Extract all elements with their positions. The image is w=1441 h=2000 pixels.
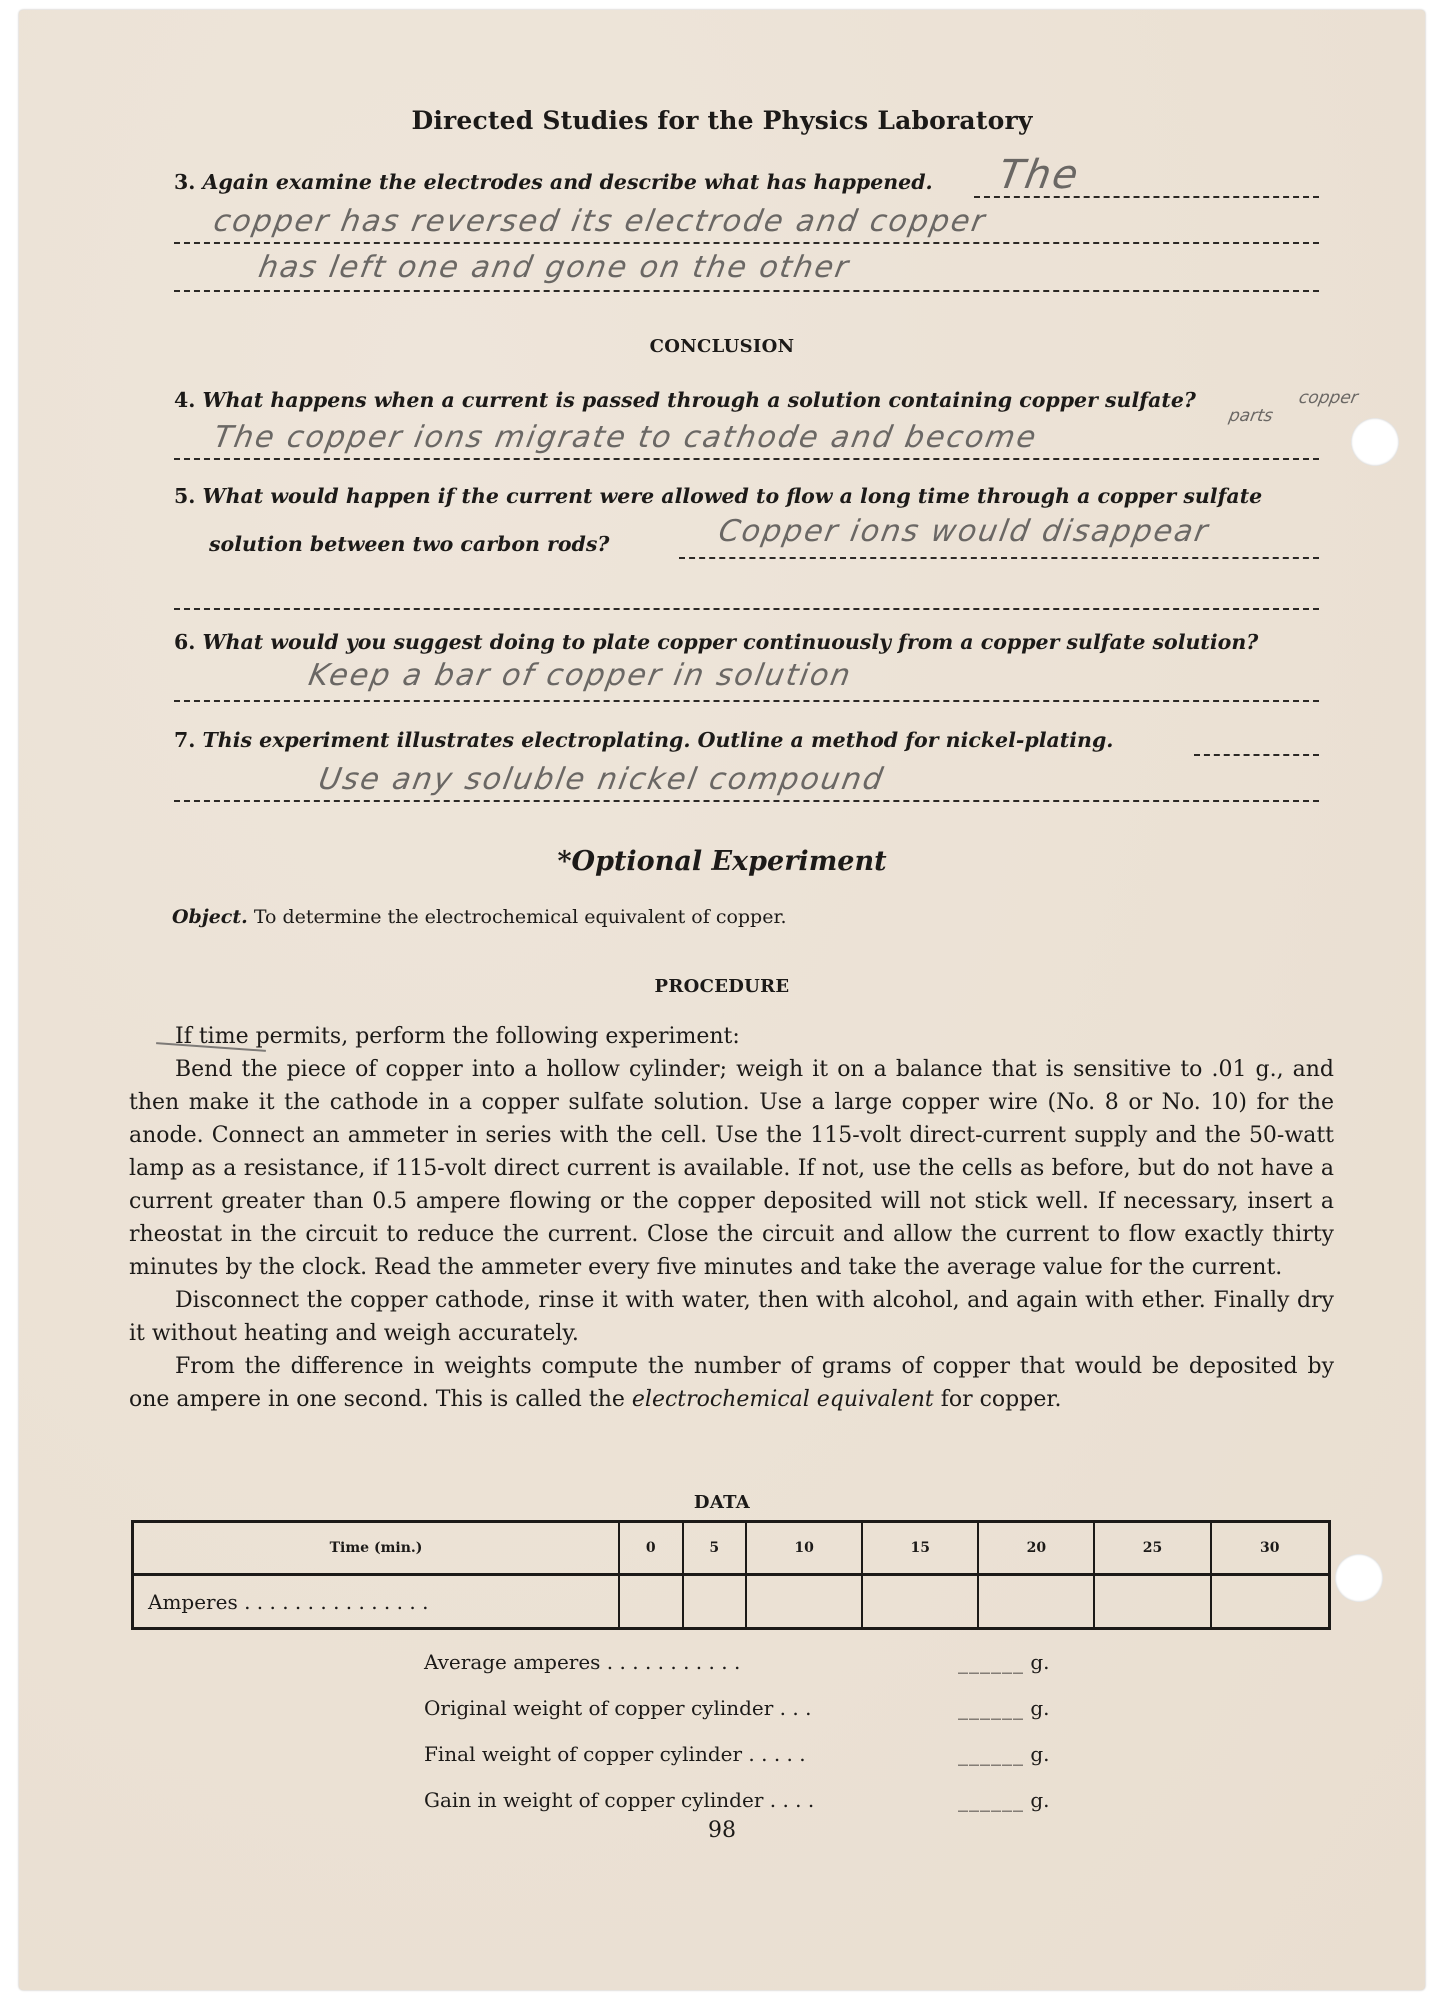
- time-cell: 30: [1211, 1522, 1330, 1575]
- summary-row: [424, 1696, 1050, 1720]
- handwritten-answer: has left one and gone on the other: [255, 250, 853, 285]
- time-cell: 10: [746, 1522, 862, 1575]
- data-table: [131, 1520, 1331, 1630]
- summary-label: Original weight of copper cylinder . . .: [424, 1696, 812, 1720]
- summary-label: Gain in weight of copper cylinder . . . .: [424, 1788, 815, 1812]
- answer-line[interactable]: [174, 608, 1319, 610]
- amperes-label: Amperes . . . . . . . . . . . . . . .: [148, 1589, 429, 1614]
- question-text: What would happen if the current were allowed to flow a long time through a copper sulfate: [202, 484, 1263, 508]
- procedure-heading: PROCEDURE: [654, 976, 790, 997]
- object-statement: [172, 906, 787, 928]
- time-cell: 25: [1094, 1522, 1210, 1575]
- question-text: Again examine the electrodes and describe what has happened.: [202, 170, 933, 194]
- page-number: 98: [708, 1818, 736, 1843]
- time-cell: 15: [862, 1522, 978, 1575]
- punch-hole: [1351, 418, 1399, 466]
- amperes-cell[interactable]: [1094, 1575, 1210, 1629]
- handwritten-answer: Keep a bar of copper in solution: [305, 658, 855, 693]
- text-span: From the difference in weights compute the number of grams of copper that would be deposited by one ampere in one second. This is called the: [129, 1354, 1334, 1412]
- summary-unit: g.: [1030, 1742, 1050, 1766]
- optional-experiment-title: *Optional Experiment: [557, 846, 887, 877]
- summary-unit: g.: [1030, 1650, 1050, 1674]
- summary-label: Average amperes . . . . . . . . . . .: [424, 1650, 741, 1674]
- document-page: [19, 10, 1425, 1990]
- table-row: [133, 1575, 1330, 1629]
- summary-unit: g.: [1030, 1788, 1050, 1812]
- time-cell: 20: [978, 1522, 1094, 1575]
- handwritten-margin-note: copper: [1297, 388, 1360, 408]
- procedure-text: [129, 1020, 1334, 1416]
- answer-line[interactable]: [174, 700, 1319, 702]
- time-header: Time (min.): [133, 1522, 620, 1575]
- question-4: [174, 388, 1196, 412]
- summary-blank[interactable]: ______: [958, 1742, 1024, 1766]
- question-text: What happens when a current is passed through a solution containing copper sulfate?: [202, 388, 1196, 412]
- text-span: for copper.: [940, 1387, 1062, 1412]
- amperes-cell[interactable]: [746, 1575, 862, 1629]
- handwritten-answer: copper has reversed its electrode and copper: [210, 204, 990, 239]
- answer-line[interactable]: [174, 800, 1319, 802]
- amperes-cell[interactable]: [1211, 1575, 1330, 1629]
- summary-unit: g.: [1030, 1696, 1050, 1720]
- amperes-cell[interactable]: [862, 1575, 978, 1629]
- question-5-continued: solution between two carbon rods?: [209, 532, 610, 556]
- handwritten-answer: Use any soluble nickel compound: [315, 762, 888, 797]
- question-number: 4.: [174, 388, 196, 412]
- time-cell: 0: [619, 1522, 683, 1575]
- handwritten-margin-note: parts: [1227, 406, 1275, 426]
- handwritten-answer: Copper ions would disappear: [715, 514, 1213, 549]
- summary-blank[interactable]: ______: [958, 1696, 1024, 1720]
- object-text: To determine the electrochemical equivalent of copper.: [253, 906, 787, 928]
- procedure-intro: If time permits, perform the following experiment:: [175, 1024, 740, 1049]
- amperes-cell[interactable]: [978, 1575, 1094, 1629]
- summary-row: [424, 1788, 1050, 1812]
- question-text: What would you suggest doing to plate copper continuously from a copper sulfate solution?: [202, 630, 1259, 654]
- summary-row: [424, 1650, 1050, 1674]
- amperes-cell[interactable]: [619, 1575, 683, 1629]
- handwritten-answer: The copper ions migrate to cathode and become: [210, 420, 1041, 455]
- punch-hole: [1335, 1554, 1383, 1602]
- procedure-paragraph: Bend the piece of copper into a hollow cylinder; weigh it on a balance that is sensitive to .01 g., and then make it the cathode in a copper sulfate solution. Use a large copper wire (No. 8 or No. 10) for the anode. Connect an ammeter in series with the cell. Use the 115-volt direct-current supply and the 50-watt lamp as a resistance, if 115-volt direct current is available. If not, use the cells as before, but do not have a current greater than 0.5 ampere flowing or the copper deposited will not stick well. If necessary, insert a rheostat in the circuit to reduce the current. Close the circuit and allow the current to flow exactly thirty minutes by the clock. Read the ammeter every five minutes and take the average value for the current.: [129, 1057, 1334, 1280]
- question-6: [174, 630, 1258, 654]
- question-number: 7.: [174, 728, 196, 752]
- answer-line[interactable]: [1194, 754, 1319, 756]
- emphasis-term: electrochemical equivalent: [631, 1387, 934, 1412]
- summary-blank[interactable]: ______: [958, 1650, 1024, 1674]
- summary-row: [424, 1742, 1050, 1766]
- question-3: [174, 170, 933, 194]
- question-number: 5.: [174, 484, 196, 508]
- object-lead: Object.: [172, 906, 248, 928]
- amperes-cell[interactable]: [683, 1575, 747, 1629]
- time-cell: 5: [683, 1522, 747, 1575]
- answer-line[interactable]: [174, 290, 1319, 292]
- answer-line[interactable]: [174, 458, 1319, 460]
- question-7: [174, 728, 1113, 752]
- question-5: [174, 484, 1262, 508]
- answer-line[interactable]: [174, 242, 1319, 244]
- procedure-paragraph: Disconnect the copper cathode, rinse it with water, then with alcohol, and again with ether. Finally dry it without heating and weigh accurately.: [129, 1288, 1334, 1346]
- answer-line[interactable]: [679, 557, 1319, 559]
- procedure-paragraph: [129, 1350, 1334, 1416]
- data-heading: DATA: [693, 1492, 751, 1513]
- summary-label: Final weight of copper cylinder . . . . .: [424, 1742, 806, 1766]
- table-header-row: [133, 1522, 1330, 1575]
- summary-blank[interactable]: ______: [958, 1788, 1024, 1812]
- conclusion-heading: CONCLUSION: [649, 336, 795, 357]
- question-text: This experiment illustrates electroplating. Outline a method for nickel-plating.: [202, 728, 1114, 752]
- question-number: 6.: [174, 630, 196, 654]
- question-number: 3.: [174, 170, 196, 194]
- running-head: Directed Studies for the Physics Laboratory: [411, 106, 1033, 135]
- handwritten-answer: The: [994, 152, 1084, 198]
